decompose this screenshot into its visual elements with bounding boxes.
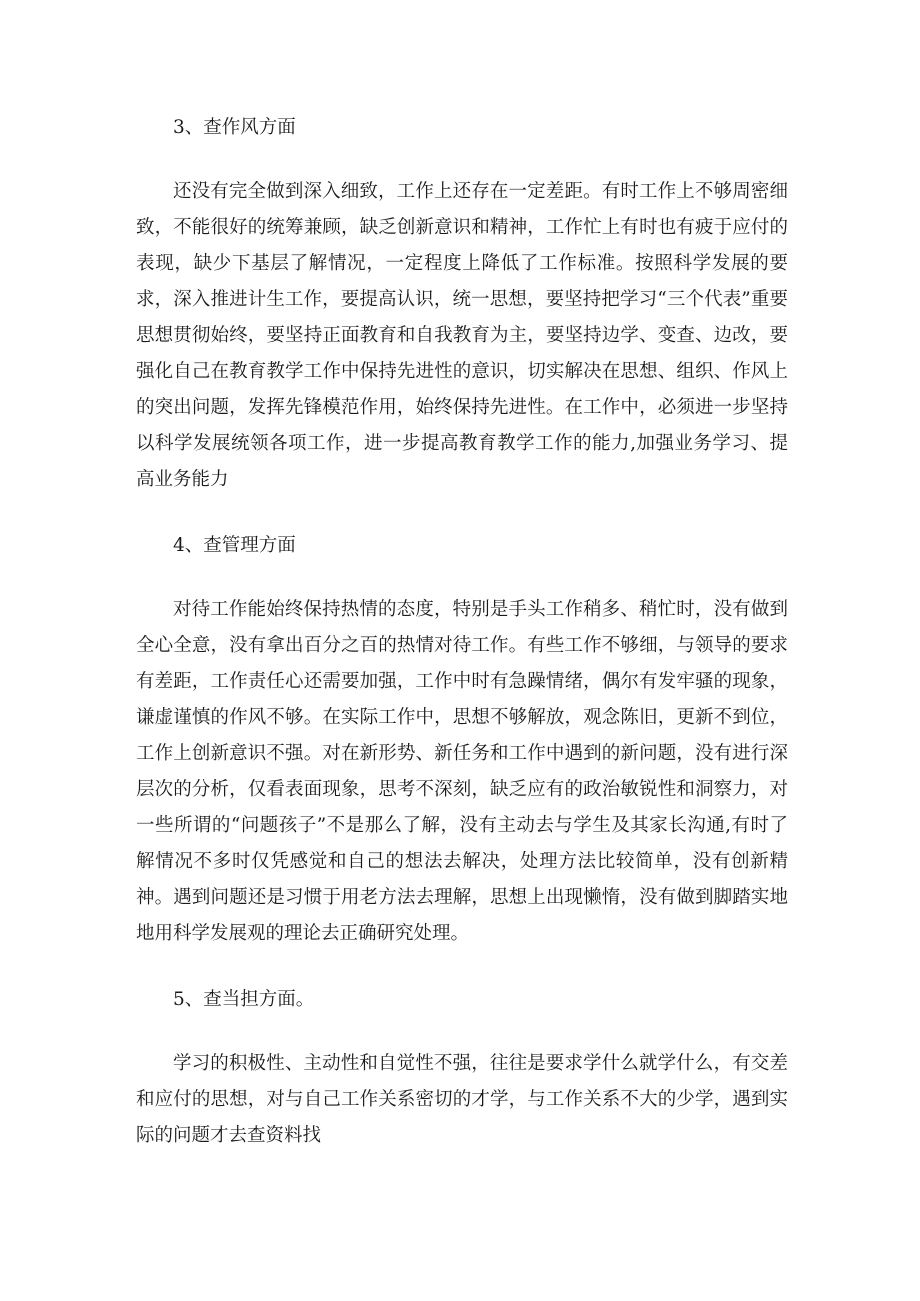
section-body-4: 对待工作能始终保持热情的态度，特别是手头工作稍多、稍忙时，没有做到全心全意，没有拿出百分之百的热情对待工作。有些工作不够细，与领导的要求有差距，工作责任心还需要加强，工作中时有急躁情绪，偶尔有发牢骚的现象，谦虚谨慎的作风不够。在实际工作中，思想不够解放，观念陈旧，更新不到位，工作上创新意识不强。对在新形势、新任务和工作中遇到的新问题，没有进行深层次的分析，仅看表面现象，思考不深刻，缺乏应有的政治敏锐性和洞察力，对一些所谓的“问题孩子”不是那么了解，没有主动去与学生及其家长沟通,有时了解情况不多时仅凭感觉和自己的想法去解决，处理方法比较简单，没有创新精神。遇到问题还是习惯于用老方法去理解，思想上出现懒惰，没有做到脚踏实地地用科学发展观的理论去正确研究处理。: [136, 599, 788, 944]
section-body-5: 学习的积极性、主动性和自觉性不强，往往是要求学什么就学什么，有交差和应付的思想，对与自己工作关系密切的才学，与工作关系不大的少学，遇到实际的问题才去查资料找: [136, 1053, 788, 1146]
spacer: [136, 146, 788, 174]
spacer: [136, 952, 788, 982]
section-heading-3: 3、查作风方面: [173, 117, 296, 138]
spacer: [136, 564, 788, 592]
section-heading-4: 4、查管理方面: [173, 535, 296, 556]
section-body-3: 还没有完全做到深入细致，工作上还存在一定差距。有时工作上不够周密细致，不能很好的统筹兼顾，缺乏创新意识和精神，工作忙上有时也有疲于应付的表现，缺少下基层了解情况，一定程度上降低了工作标准。按照科学发展的要求，深入推进计生工作，要提高认识，统一思想，要坚持把学习“三个代表”重要思想贯彻始终，要坚持正面教育和自我教育为主，要坚持边学、变查、边改，要强化自己在教育教学工作中保持先进性的意识，切实解决在思想、组织、作风上的突出问题，发挥先锋模范作用，始终保持先进性。在工作中，必须进一步坚持以科学发展统领各项工作，进一步提高教育教学工作的能力,加强业务学习、提高业务能力: [136, 181, 788, 490]
section-heading-5: 5、查当担方面。: [173, 989, 315, 1010]
spacer: [136, 498, 788, 528]
document-page: [136, 110, 788, 1154]
spacer: [136, 1018, 788, 1046]
